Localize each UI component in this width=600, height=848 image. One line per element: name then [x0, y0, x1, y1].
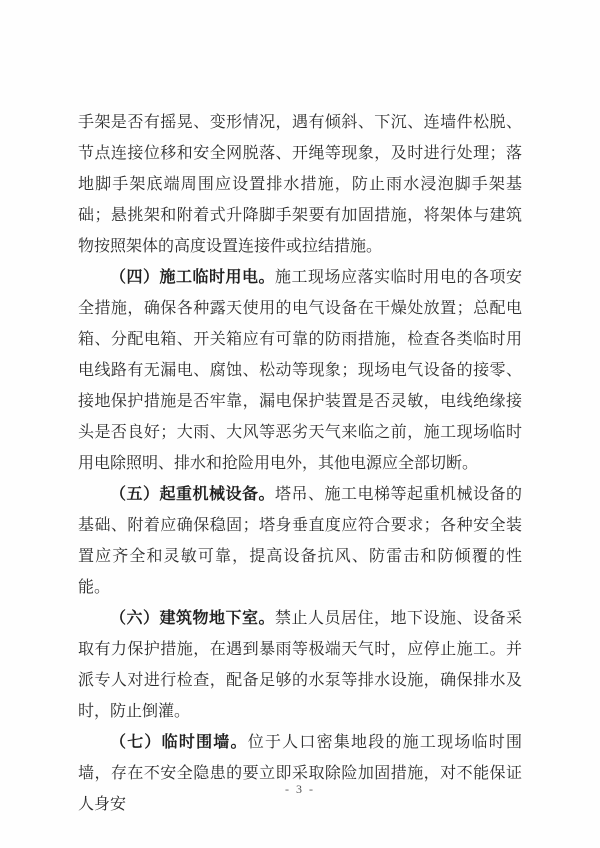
paragraph-text: 塔吊、施工电梯等起重机械设备的基础、附着应确保稳固；塔身垂直度应符合要求；各种安全装置应齐全和灵敏可靠，提高设备抗风、防雷击和防倾覆的性能。: [78, 486, 522, 596]
paragraph: [78, 727, 522, 820]
paragraph: [78, 603, 522, 727]
paragraph-text: 施工现场应落实临时用电的各项安全措施，确保各种露天使用的电气设备在干燥处放置；总配电箱、分配电箱、开关箱应有可靠的防雨措施，检查各类临时用电线路有无漏电、腐蚀、松动等现象；现场电气设备的接零、接地保护措施是否牢靠，漏电保护装置是否灵敏，电线绝缘接头是否良好；大雨、大风等恶劣天气来临之前，施工现场临时用电除照明、排水和抢险用电外，其他电源应全部切断。: [78, 269, 522, 472]
paragraph-text: 手架是否有摇晃、变形情况，遇有倾斜、下沉、连墙件松脱、节点连接位移和安全网脱落、开绳等现象，及时进行处理；落地脚手架底端周围应设置排水措施，防止雨水浸泡脚手架基础；悬挑架和附着式升降脚手架要有加固措施，将架体与建筑物按照架体的高度设置连接件或拉结措施。: [78, 114, 522, 255]
paragraph-text: 位于人口密集地段的施工现场临时围墙，存在不安全隐患的要立即采取除险加固措施，对不能保证人身安: [78, 734, 522, 813]
paragraph: [78, 479, 522, 603]
paragraph-heading: （五）起重机械设备。: [110, 486, 275, 503]
page-number: - 3 -: [285, 782, 315, 796]
paragraph-text: 禁止人员居住，地下设施、设备采取有力保护措施，在遇到暴雨等极端天气时，应停止施工。并派专人对进行检查，配备足够的水泵等排水设施，确保排水及时，防止倒灌。: [78, 610, 522, 720]
paragraph-heading: （七）临时围墙。: [110, 734, 248, 751]
paragraph: [78, 262, 522, 479]
document-body: [78, 107, 522, 820]
paragraph-heading: （四）施工临时用电。: [110, 269, 275, 286]
paragraph: [78, 107, 522, 262]
paragraph-heading: （六）建筑物地下室。: [110, 610, 275, 627]
